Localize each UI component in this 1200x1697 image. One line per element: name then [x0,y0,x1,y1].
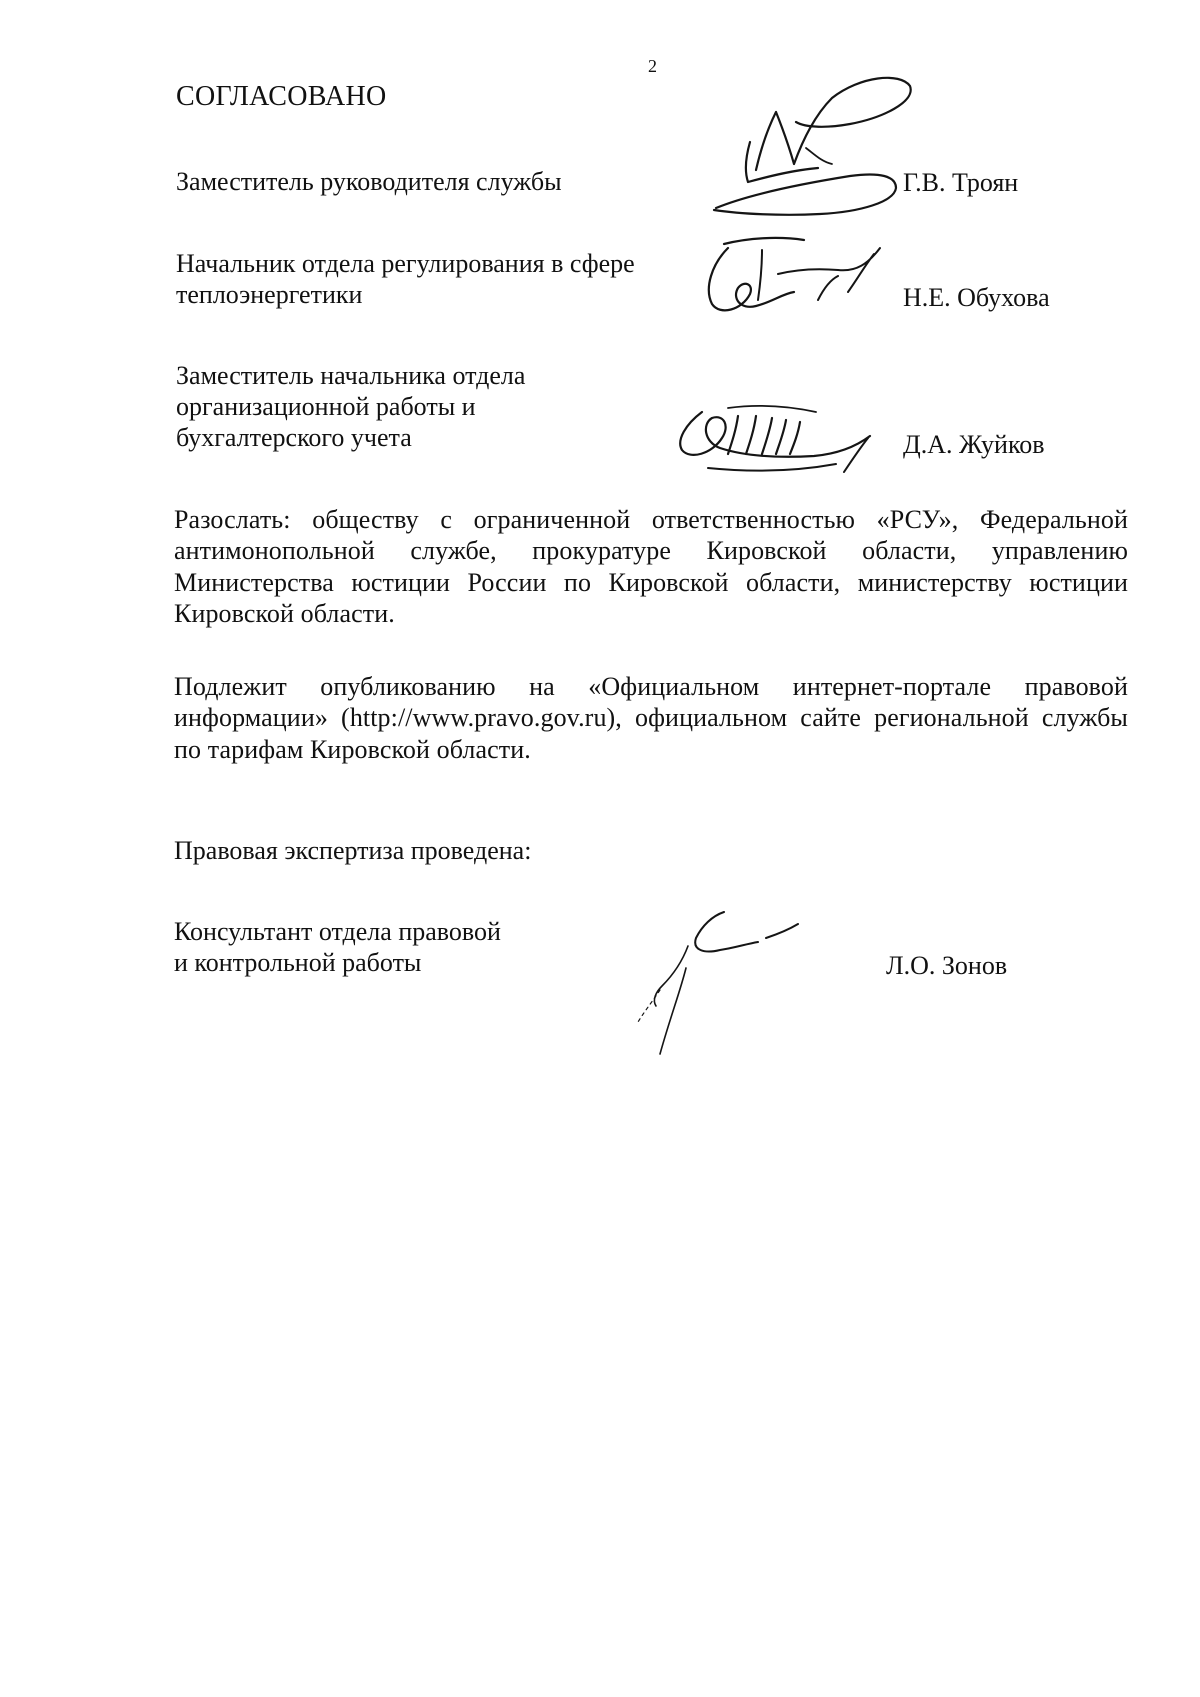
distribution-paragraph: Разослать: обществу с ограниченной ответственностью «РСУ», Федеральной антимонопольной службе, прокуратуре Кировской области, управлению Министерства юстиции России по Кировской области, министерству юстиции Кировской области. [174,505,1128,629]
signature-1 [710,72,925,234]
legal-review-position: Консультант отдела правовой и контрольной работы [174,917,501,977]
approver-position-3: Заместитель начальника отдела организационной работы и бухгалтерского учета [176,361,526,452]
approval-heading: СОГЛАСОВАНО [176,81,387,112]
approver-position-1: Заместитель руководителя службы [176,167,562,196]
publication-paragraph: Подлежит опубликованию на «Официальном интернет-портале правовой информации» (http://www.pravo.gov.ru), официальном сайте региональной службы по тарифам Кировской области. [174,672,1128,764]
approver-position-2: Начальник отдела регулирования в сфере теплоэнергетики [176,249,635,309]
legal-review-name: Л.О. Зонов [886,951,1008,980]
signature-4 [616,898,800,1058]
approver-name-2: Н.Е. Обухова [903,283,1050,312]
signature-2 [698,234,886,326]
legal-review-heading: Правовая экспертиза проведена: [174,836,532,865]
page-number: 2 [648,56,657,76]
approver-name-1: Г.В. Троян [903,168,1019,197]
approver-name-3: Д.А. Жуйков [903,430,1045,459]
signature-3 [668,402,880,478]
